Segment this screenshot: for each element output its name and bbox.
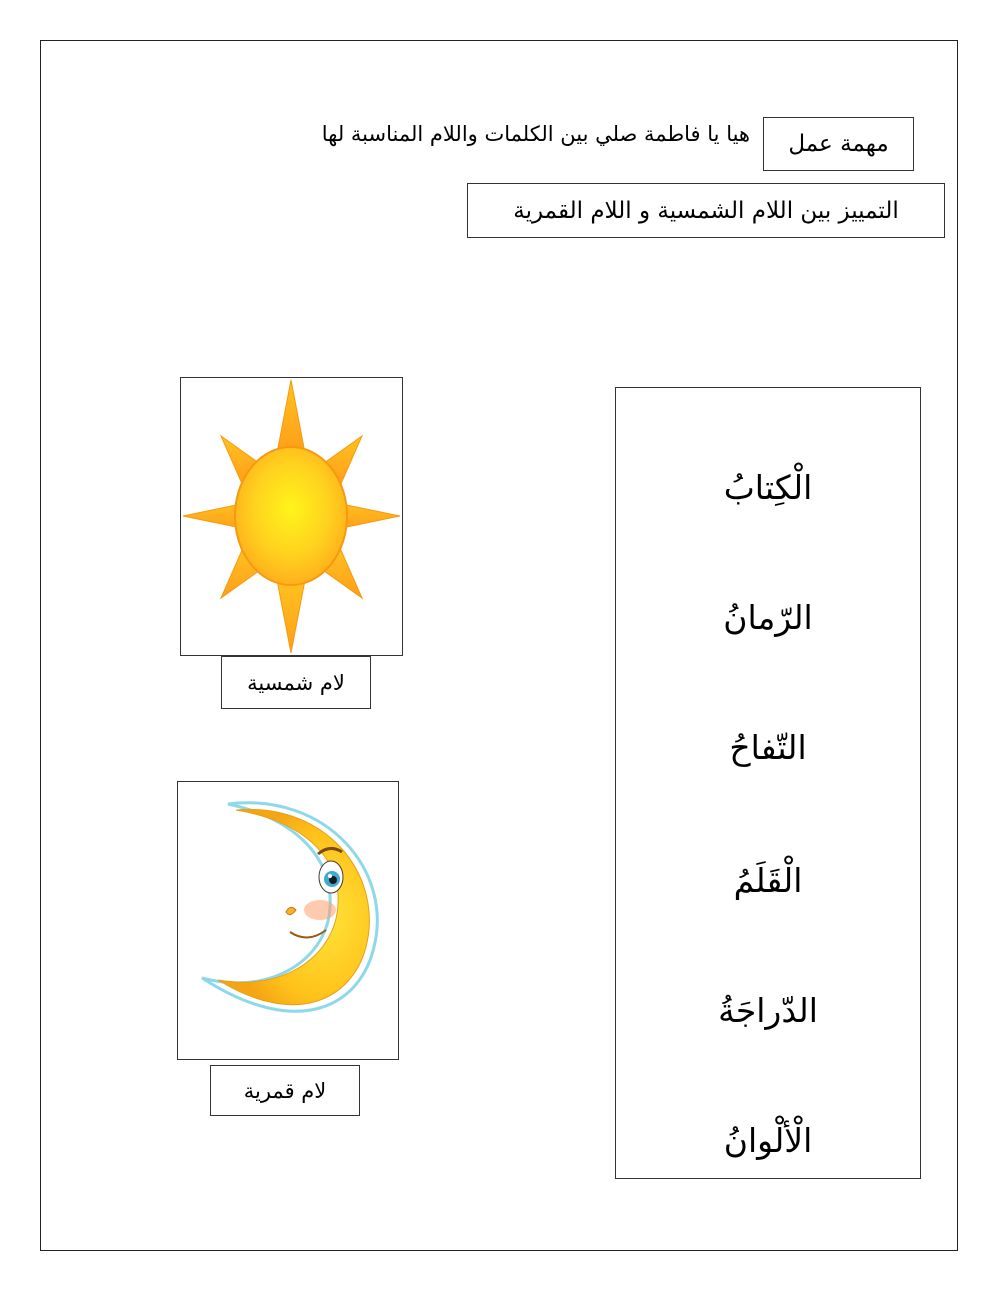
word-item[interactable]: الْكِتابُ (723, 468, 813, 507)
sun-image-frame[interactable] (180, 377, 403, 656)
moon-image-frame[interactable] (177, 781, 399, 1060)
word-item[interactable]: الْألْوانُ (723, 1121, 813, 1160)
word-item[interactable]: الرّمانُ (723, 598, 813, 637)
moon-caption[interactable]: لام قمرية (210, 1065, 360, 1116)
sun-caption[interactable]: لام شمسية (221, 656, 371, 709)
word-item[interactable]: الدّراجَةُ (718, 991, 818, 1030)
crescent-moon-icon (178, 782, 398, 1059)
sun-icon (181, 378, 402, 655)
word-item[interactable]: الْقَلَمُ (733, 861, 803, 900)
word-item[interactable]: التّفاحُ (729, 728, 807, 767)
word-list (615, 387, 921, 1179)
task-label: مهمة عمل (763, 117, 914, 171)
instruction-text: هيا يا فاطمة صلي بين الكلمات واللام المناسبة لها (321, 122, 750, 146)
worksheet-subtitle: التمييز بين اللام الشمسية و اللام القمرية (467, 183, 945, 238)
